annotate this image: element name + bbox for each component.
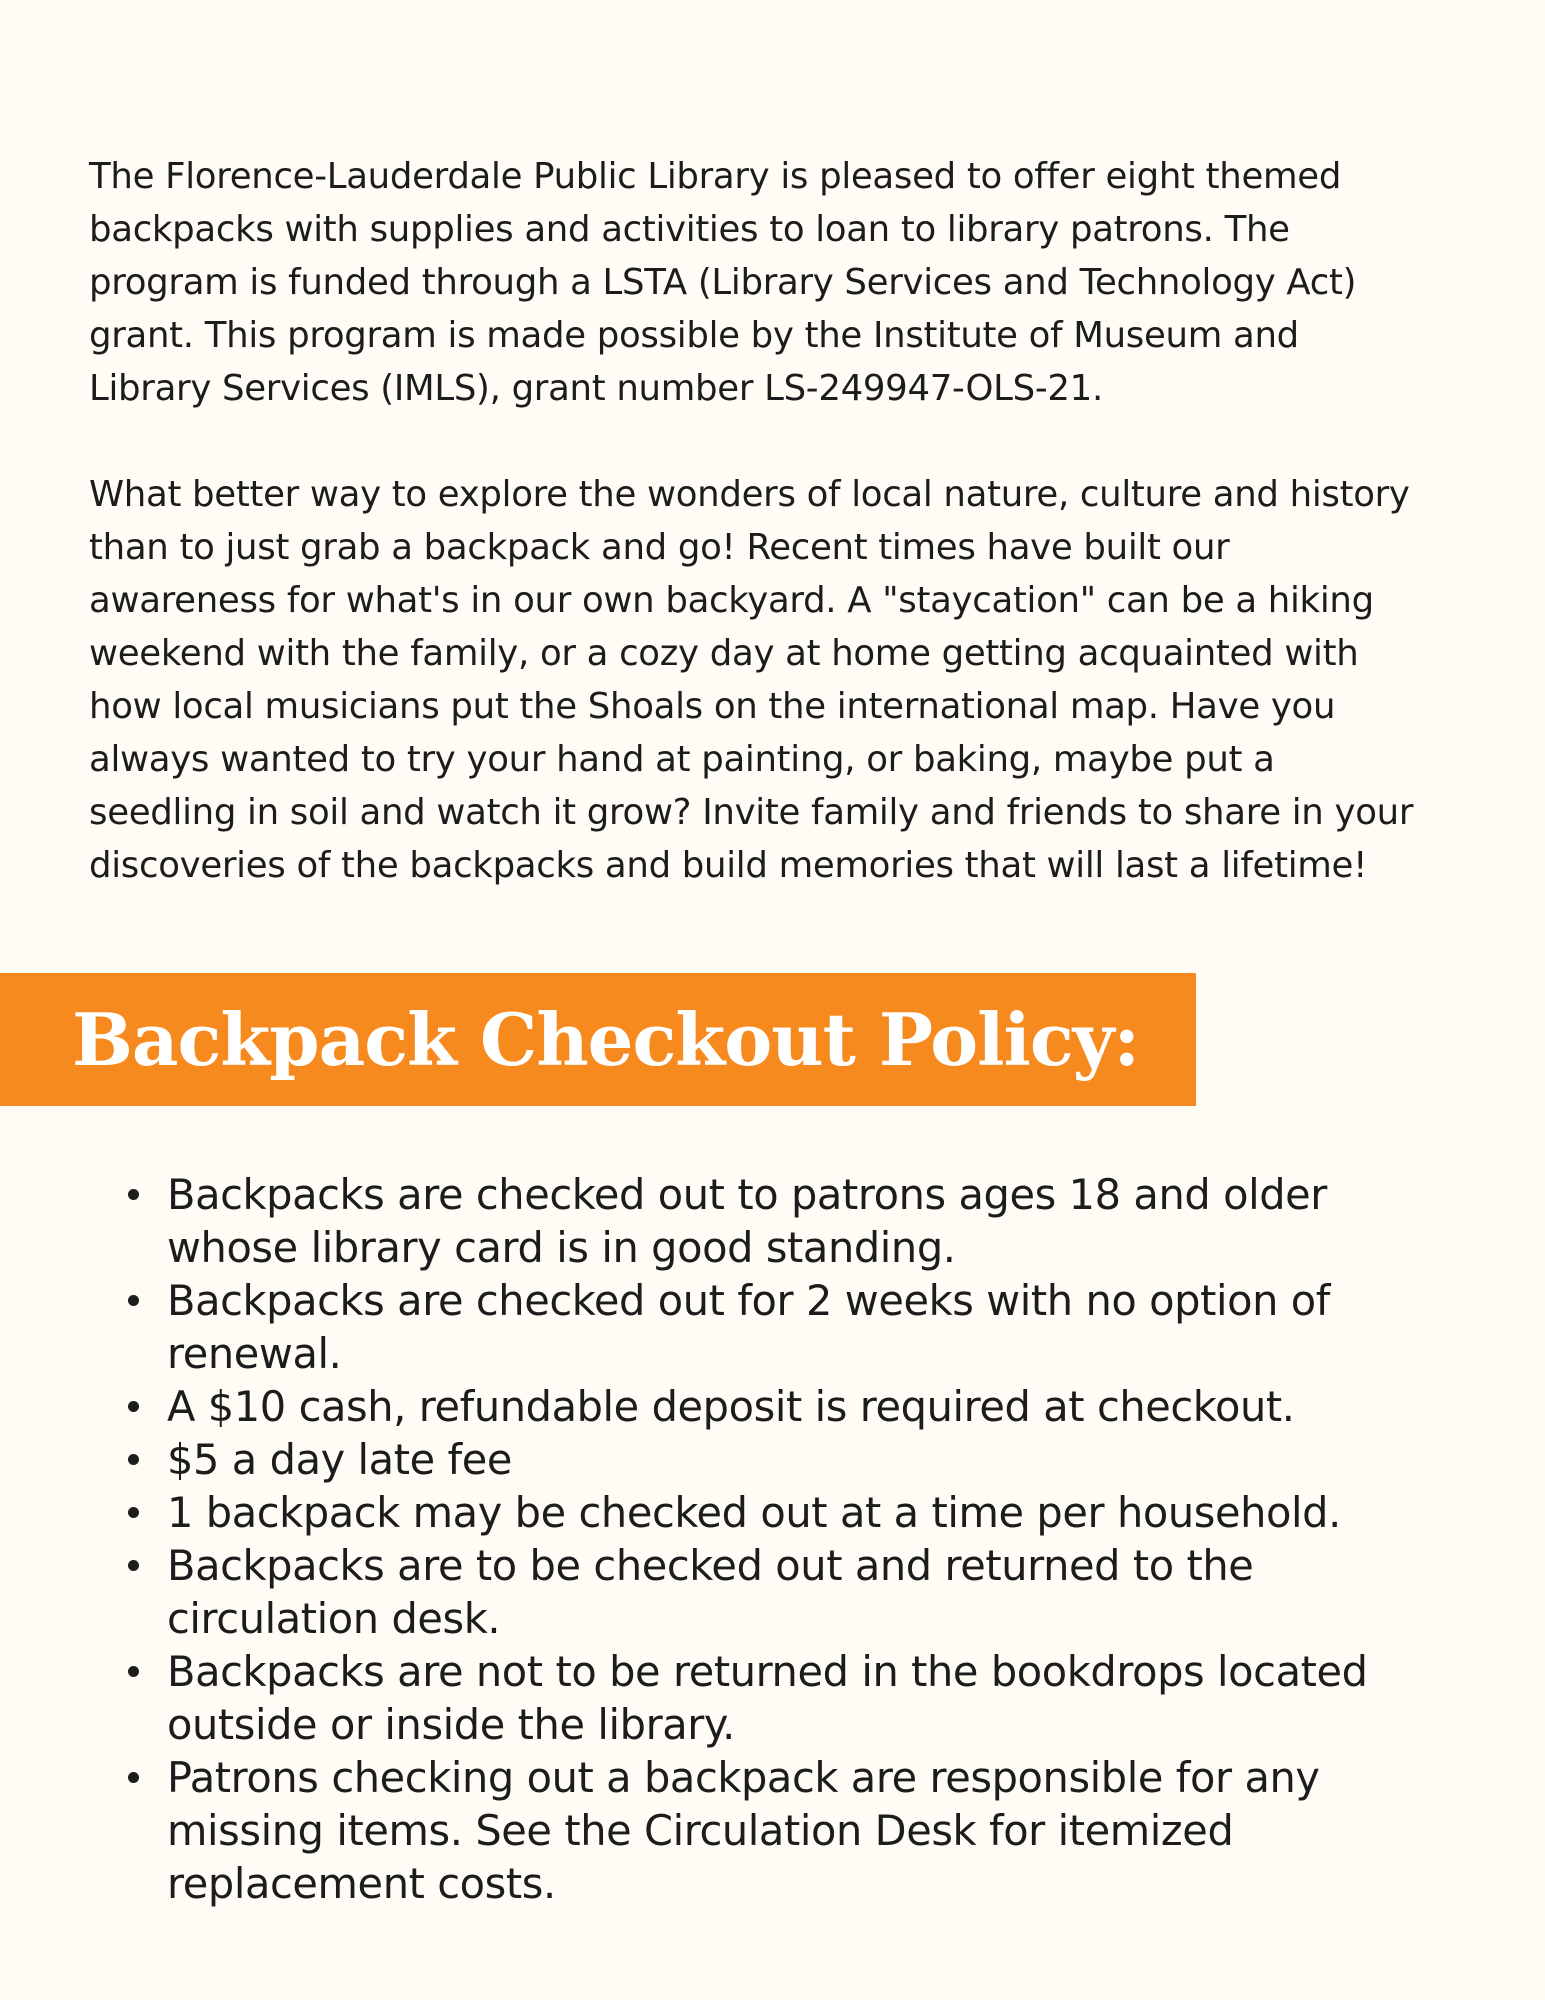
text-line: The Florence-Lauderdale Public Library is pleased to offer eight themed: [89, 156, 1342, 197]
text-line: always wanted to try your hand at painting, or baking, maybe put a: [89, 739, 1275, 780]
text-line: renewal.: [167, 1329, 342, 1378]
bullet-icon: [128, 1666, 139, 1677]
policy-item: [128, 1433, 1508, 1486]
text-line: how local musicians put the Shoals on the international map. Have you: [89, 686, 1336, 727]
text-line: awareness for what's in our own backyard. A "staycation" can be a hiking: [89, 580, 1374, 621]
policy-item: [128, 1539, 1508, 1645]
text-line: Backpacks are checked out to patrons ages 18 and older: [167, 1170, 1327, 1219]
bullet-icon: [128, 1401, 139, 1412]
policy-item: [128, 1645, 1508, 1751]
text-line: circulation desk.: [167, 1594, 501, 1643]
text-line: missing items. See the Circulation Desk for itemized: [167, 1806, 1234, 1855]
text-line: than to just grab a backpack and go! Recent times have built our: [89, 527, 1230, 568]
intro-paragraph-1: [89, 150, 1489, 415]
text-line: outside or inside the library.: [167, 1700, 735, 1749]
text-line: program is funded through a LSTA (Library Services and Technology Act): [89, 262, 1357, 303]
text-line: whose library card is in good standing.: [167, 1223, 956, 1272]
policy-item: [128, 1168, 1508, 1274]
policy-heading: Backpack Checkout Policy:: [72, 997, 1140, 1082]
bullet-icon: [128, 1772, 139, 1783]
text-line: Backpacks are checked out for 2 weeks with no option of: [167, 1276, 1330, 1325]
text-line: Library Services (IMLS), grant number LS-249947-OLS-21.: [89, 368, 1103, 409]
bullet-icon: [128, 1189, 139, 1200]
text-line: Backpacks are to be checked out and returned to the: [167, 1541, 1254, 1590]
text-line: replacement costs.: [167, 1859, 556, 1908]
text-line: 1 backpack may be checked out at a time per household.: [167, 1488, 1341, 1537]
text-line: Backpacks are not to be returned in the bookdrops located: [167, 1647, 1368, 1696]
bullet-icon: [128, 1454, 139, 1465]
text-line: A $10 cash, refundable deposit is required at checkout.: [167, 1382, 1295, 1431]
policy-item: [128, 1751, 1508, 1910]
text-line: Patrons checking out a backpack are responsible for any: [167, 1753, 1320, 1802]
text-line: backpacks with supplies and activities to loan to library patrons. The: [89, 209, 1290, 250]
policy-item: [128, 1486, 1508, 1539]
bullet-icon: [128, 1295, 139, 1306]
policy-item: [128, 1274, 1508, 1380]
text-line: grant. This program is made possible by the Institute of Museum and: [89, 315, 1299, 356]
text-line: $5 a day late fee: [167, 1435, 512, 1484]
policy-list: [128, 1168, 1508, 1910]
text-line: What better way to explore the wonders of local nature, culture and history: [89, 474, 1410, 515]
intro-paragraph-2: [89, 468, 1489, 892]
bullet-icon: [128, 1560, 139, 1571]
text-line: discoveries of the backpacks and build memories that will last a lifetime!: [89, 845, 1368, 886]
bullet-icon: [128, 1507, 139, 1518]
policy-banner: [0, 973, 1196, 1106]
text-line: weekend with the family, or a cozy day at home getting acquainted with: [89, 633, 1359, 674]
text-line: seedling in soil and watch it grow? Invite family and friends to share in your: [89, 792, 1414, 833]
intro-section: [89, 150, 1489, 892]
policy-item: [128, 1380, 1508, 1433]
